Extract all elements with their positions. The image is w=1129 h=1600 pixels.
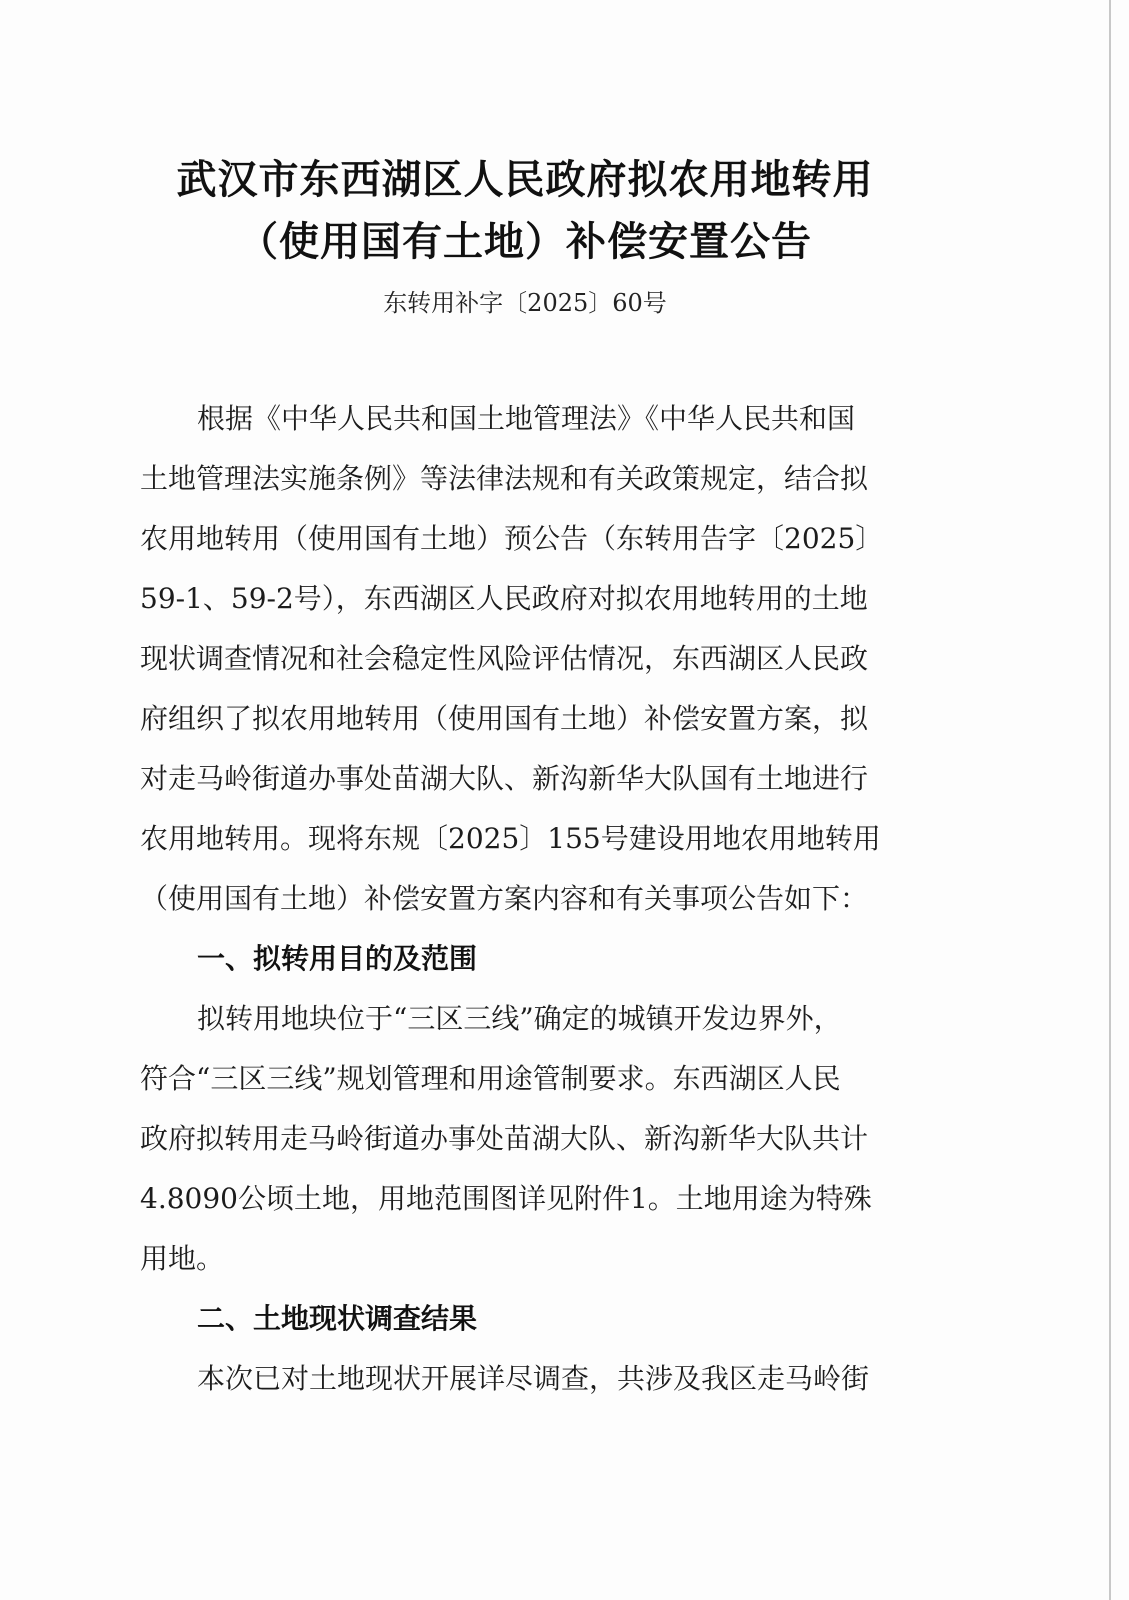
paragraph-line: 府组织了拟农用地转用（使用国有土地）补偿安置方案，拟	[140, 702, 869, 735]
paragraph-line: 符合“三区三线”规划管理和用途管制要求。东西湖区人民	[140, 1062, 841, 1095]
paragraph-line: 政府拟转用走马岭街道办事处苗湖大队、新沟新华大队共计	[140, 1122, 869, 1155]
document-number: 东转用补字〔2025〕60号	[383, 289, 667, 317]
paragraph-line: 根据《中华人民共和国土地管理法》《中华人民共和国	[197, 402, 856, 435]
paragraph-line: 59-1、59-2号），东西湖区人民政府对拟农用地转用的土地	[140, 582, 868, 615]
paragraph-line: （使用国有土地）补偿安置方案内容和有关事项公告如下：	[140, 882, 869, 915]
section-heading-1: 一、拟转用目的及范围	[197, 942, 478, 975]
scan-edge	[1109, 0, 1111, 1600]
document-title-line-2: （使用国有土地）补偿安置公告	[238, 219, 812, 265]
paragraph-line: 4.8090公顷土地，用地范围图详见附件1。土地用途为特殊	[140, 1182, 872, 1215]
paragraph-line: 土地管理法实施条例》等法律法规和有关政策规定，结合拟	[140, 462, 869, 495]
section-heading-2: 二、土地现状调查结果	[197, 1302, 478, 1335]
paragraph-line: 用地。	[140, 1242, 225, 1275]
paragraph-line: 对走马岭街道办事处苗湖大队、新沟新华大队国有土地进行	[140, 762, 869, 795]
document-title-line-1: 武汉市东西湖区人民政府拟农用地转用	[176, 157, 874, 203]
paragraph-line: 本次已对土地现状开展详尽调查，共涉及我区走马岭街	[197, 1362, 870, 1395]
paragraph-line: 农用地转用。现将东规〔2025〕155号建设用地农用地转用	[140, 822, 881, 855]
paragraph-line: 现状调查情况和社会稳定性风险评估情况，东西湖区人民政	[140, 642, 869, 675]
paragraph-line: 农用地转用（使用国有土地）预公告（东转用告字〔2025〕	[140, 522, 884, 555]
paragraph-line: 拟转用地块位于“三区三线”确定的城镇开发边界外，	[197, 1002, 842, 1035]
